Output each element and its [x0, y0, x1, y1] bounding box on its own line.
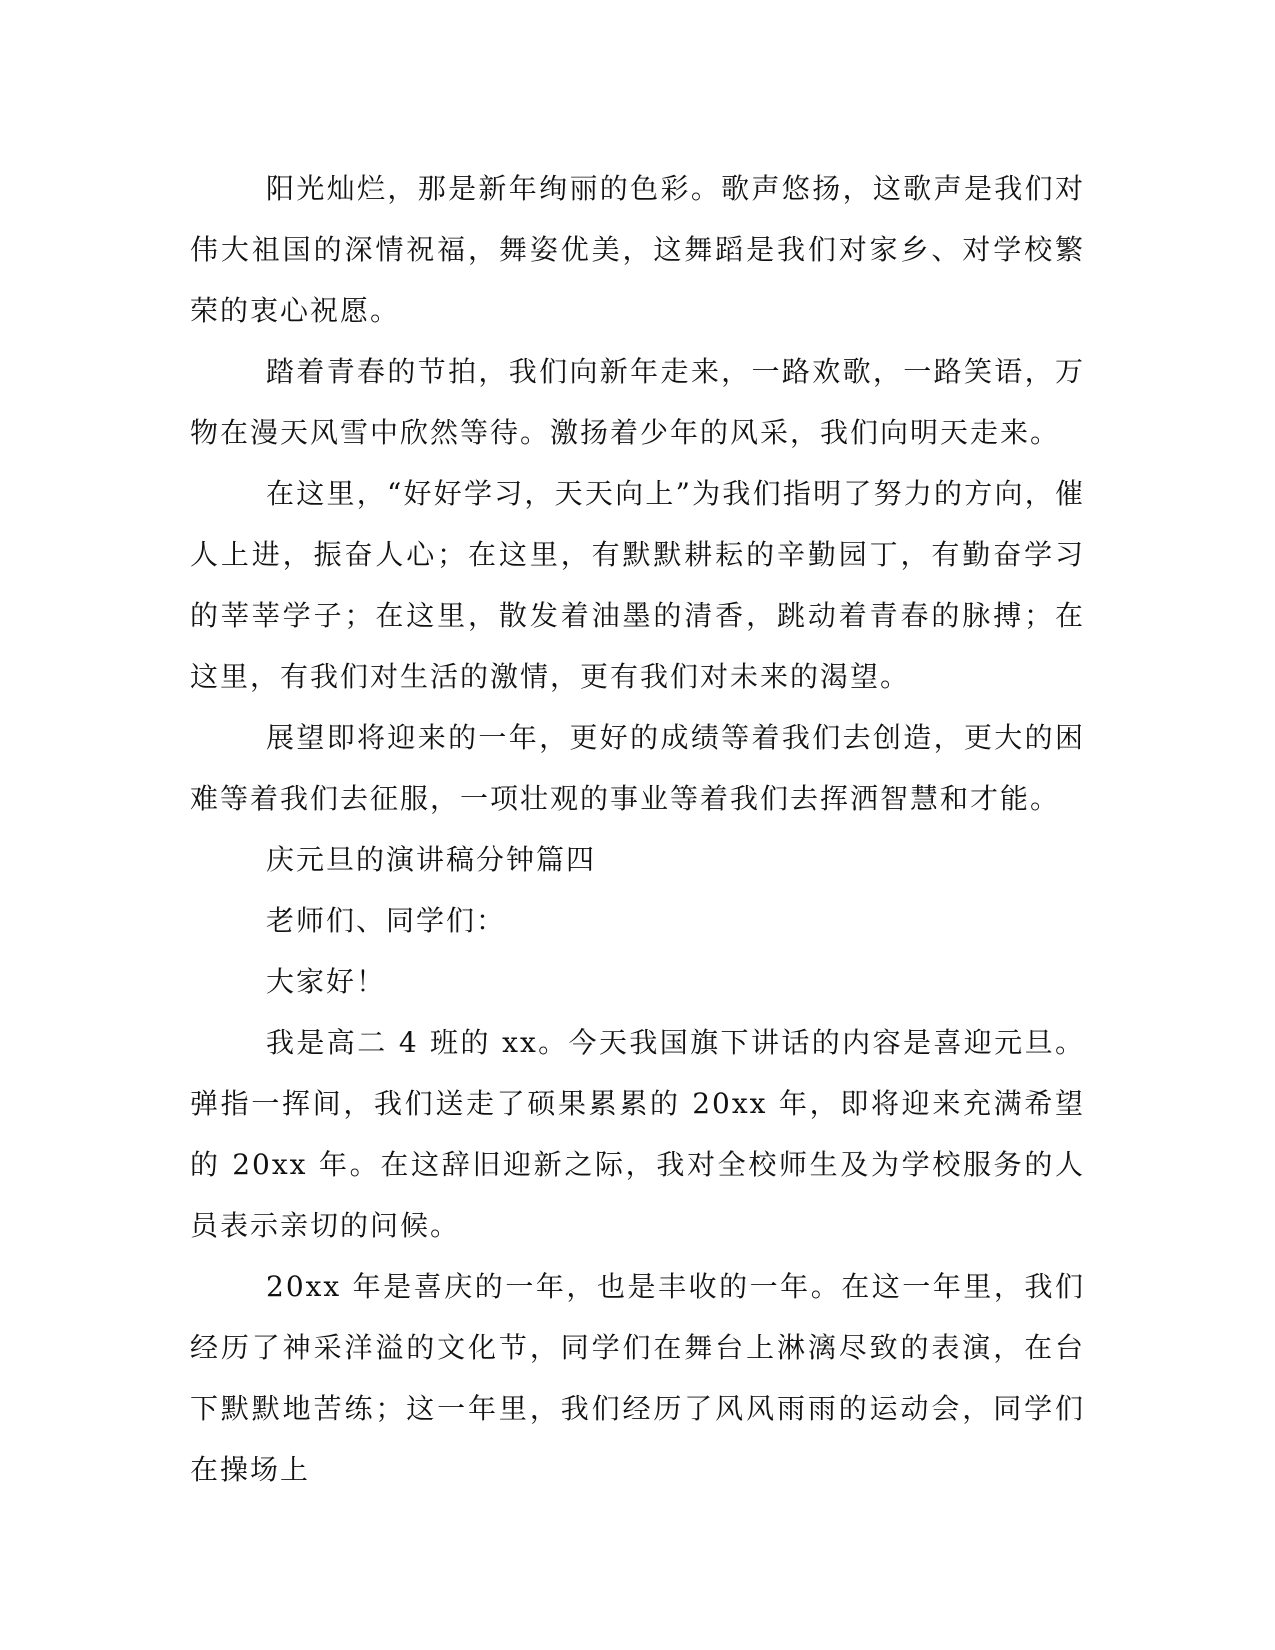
document-body	[190, 158, 1085, 1500]
salutation: 老师们、同学们：	[266, 904, 507, 937]
paragraph-here: 在这里，“好好学习，天天向上”为我们指明了努力的方向，催人上进，振奋人心；在这里，有默默耕耘的辛勤园丁，有勤奋学习的莘莘学子；在这里，散发着油墨的清香，跳动着青春的脉搏；在这里，有我们对生活的激情，更有我们对未来的渴望。	[190, 477, 1085, 693]
paragraph-year-review: 20xx 年是喜庆的一年，也是丰收的一年。在这一年里，我们经历了神采洋溢的文化节，同学们在舞台上淋漓尽致的表演，在台下默默地苦练；这一年里，我们经历了风风雨雨的运动会，同学们在操场上	[190, 1270, 1085, 1486]
section-heading: 庆元旦的演讲稿分钟篇四	[266, 843, 597, 876]
paragraph-youth-rhythm: 踏着青春的节拍，我们向新年走来，一路欢歌，一路笑语，万物在漫天风雪中欣然等待。激扬着少年的风采，我们向明天走来。	[190, 355, 1085, 449]
paragraph-outlook: 展望即将迎来的一年，更好的成绩等着我们去创造，更大的困难等着我们去征服，一项壮观的事业等着我们去挥洒智慧和才能。	[190, 721, 1085, 815]
paragraph-introduction: 我是高二 4 班的 xx。今天我国旗下讲话的内容是喜迎元旦。弹指一挥间，我们送走了硕果累累的 20xx 年，即将迎来充满希望的 20xx 年。在这辞旧迎新之际，我对全校师生及为学校服务的人员表示亲切的问候。	[190, 1026, 1085, 1242]
paragraph-sunshine: 阳光灿烂，那是新年绚丽的色彩。歌声悠扬，这歌声是我们对伟大祖国的深情祝福，舞姿优美，这舞蹈是我们对家乡、对学校繁荣的衷心祝愿。	[190, 172, 1085, 327]
greeting: 大家好！	[266, 965, 387, 998]
